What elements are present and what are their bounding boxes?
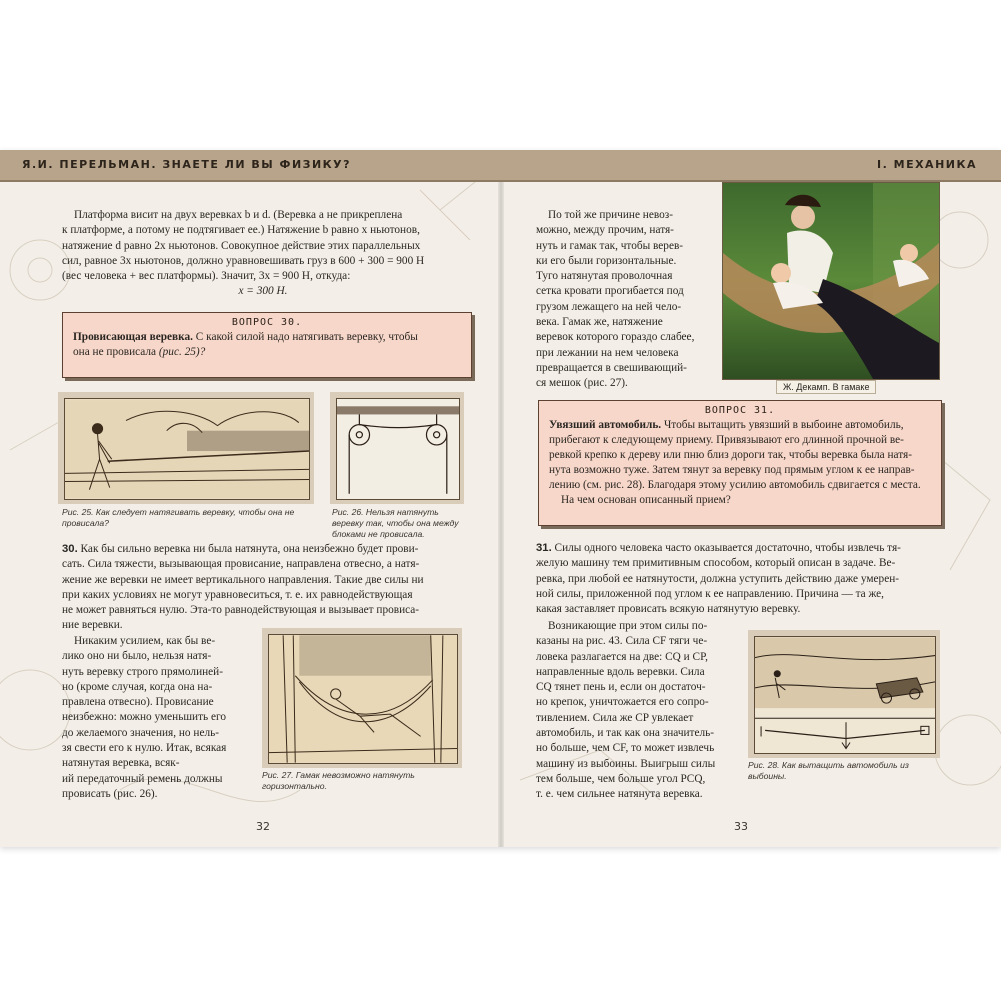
- text-line: правлена отвесно). Провисание: [62, 696, 214, 709]
- text-line: направленные вдоль веревки. Сила: [536, 665, 705, 678]
- question-31-header: ВОПРОС 31.: [704, 405, 776, 416]
- text-line: сетка кровати прогибается под: [536, 285, 684, 298]
- painting-in-hammock: [722, 182, 940, 380]
- text-line: до желаемого значения, но нель-: [62, 726, 220, 739]
- text-line: тем больше, чем больше угол PCQ,: [536, 772, 706, 785]
- book-spread: [0, 150, 1001, 847]
- header-right-section: I. МЕХАНИКА: [877, 158, 977, 171]
- text-line: века. Гамак же, натяжение: [536, 316, 663, 329]
- intro-line: к платформе, а потому не подтягивает ее.) Натяжение b равно x ньютонов,: [62, 224, 420, 237]
- answer-30-paragraph: [62, 542, 472, 634]
- formula: x = 300 Н.: [238, 285, 288, 298]
- text-line: машину из выбоины. Выигрыш силы: [536, 757, 716, 770]
- figure-25-caption: Рис. 25. Как следует натягивать веревку, чтобы она не провисала?: [62, 507, 295, 528]
- question-line: ревкой крепко к дереву или пню близ дороги так, чтобы веревка была натя-: [549, 449, 912, 461]
- question-line: лению (см. рис. 28). Благодаря этому усилию автомобиль сдвигается с места.: [549, 479, 921, 491]
- page-number-right: 33: [734, 820, 748, 833]
- text-line: но крепок, уничтожается его сопро-: [536, 696, 709, 709]
- hammock-illustration: [269, 635, 457, 763]
- question-31-text: [549, 418, 931, 508]
- page-number-left: 32: [256, 820, 270, 833]
- figure-27: [262, 628, 462, 768]
- question-30-text1: С какой силой надо натягивать веревку, чтобы: [192, 331, 418, 343]
- question-line: На чем основан описанный прием?: [561, 494, 731, 506]
- text-line: неизбежно: можно уменьшить его: [62, 711, 227, 724]
- figure-26-caption: Рис. 26. Нельзя натянуть веревку так, чтобы она между блоками не провисала.: [332, 507, 459, 539]
- text-line: при лежании на нем человека: [536, 346, 679, 359]
- paragraph-hammock-left: [62, 634, 252, 802]
- figure-28: [748, 630, 940, 758]
- question-line: прибегают к следующему приему. Привязывают его длинной прочной ве-: [549, 434, 904, 446]
- running-header: [0, 150, 1001, 182]
- text-line: Туго натянутая проволочная: [536, 270, 673, 283]
- answer-31-number: 31.: [536, 542, 552, 554]
- question-30-text: [73, 330, 461, 360]
- text-line: превращается в свешивающий-: [536, 361, 687, 374]
- figure-26: [330, 392, 464, 504]
- car-in-pothole-illustration: [755, 637, 935, 753]
- figure-28-caption: Рис. 28. Как вытащить автомобиль из выбоины.: [748, 760, 909, 781]
- intro-line: (вес человека + вес платформы). Значит, 3x = 900 Н, откуда:: [62, 270, 351, 283]
- hammock-paragraph: [536, 208, 708, 392]
- intro-line: сил, равное 3x ньютонов, должно уравновешивать груз в 600 + 300 = 900 Н: [62, 254, 425, 267]
- question-line: Чтобы вытащить увязший в выбоине автомобиль,: [661, 419, 904, 431]
- question-31-box: [538, 400, 942, 526]
- text-line: натянутая веревка, всяк-: [62, 757, 180, 770]
- header-left-title: Я.И. ПЕРЕЛЬМАН. ЗНАЕТЕ ЛИ ВЫ ФИЗИКУ?: [22, 158, 352, 171]
- answer-line: при каких условиях не могут уравновеситься, т. е. их равнодействующая: [62, 588, 413, 601]
- painting-caption-text: Ж. Декамп. В гамаке: [783, 382, 870, 392]
- figure-27-caption: Рис. 27. Гамак невозможно натянуть горизонтально.: [262, 770, 415, 791]
- text-line: ки его были горизонтальные.: [536, 254, 677, 267]
- painting-caption: [776, 380, 876, 394]
- text-line: нуть веревку строго прямолиней-: [62, 665, 223, 678]
- intro-paragraph: [62, 208, 464, 300]
- text-line: можно, между прочим, натя-: [536, 224, 674, 237]
- intro-line: натяжение d равно 2x ньютонов. Совокупное действие этих параллельных: [62, 239, 421, 252]
- answer-30-number: 30.: [62, 543, 78, 555]
- pulleys-illustration: [337, 399, 459, 499]
- text-line: По той же причине невоз-: [548, 209, 673, 221]
- answer-line: какая заставляет провисать всякую натянутую веревку.: [536, 603, 801, 616]
- answer-line: ние веревки.: [62, 619, 123, 632]
- text-line: зя свести его к нулю. Итак, всякая: [62, 742, 227, 755]
- text-line: ий передаточный ремень должны: [62, 772, 223, 785]
- text-line: но (кроме случая, когда она на-: [62, 680, 213, 693]
- book-gutter: [498, 150, 504, 847]
- text-line: веревок которого гораздо слабее,: [536, 331, 695, 344]
- text-line: CQ тянет пень и, если он достаточ-: [536, 681, 706, 694]
- question-line: нута возможно туже. Затем тянут за веревку под прямым углом к ее направ-: [549, 464, 915, 476]
- answer-line: не может равняться нулю. Эта-то равнодействующая и вызывает провиса-: [62, 604, 420, 617]
- text-line: грузом лежащего на ней чело-: [536, 300, 682, 313]
- question-30-title: Провисающая веревка.: [73, 331, 193, 343]
- text-line: т. е. чем сильнее натянута веревка.: [536, 788, 703, 801]
- answer-line: ревка, при любой ее натянутости, должна уступить действию даже умерен-: [536, 572, 900, 585]
- text-line: ловека разлагается на две: CQ и CP,: [536, 650, 708, 663]
- question-30-text2: она не провисала: [73, 346, 159, 358]
- figure-25: [58, 392, 314, 504]
- text-line: провисать (рис. 26).: [62, 787, 158, 800]
- question-31-title: Увязший автомобиль.: [549, 419, 662, 431]
- intro-line: Платформа висит на двух веревках b и d. (Веревка a не прикреплена: [74, 209, 403, 221]
- answer-line: жение же веревки не имеет вертикального направления. Такие две силы ни: [62, 573, 424, 586]
- rope-pulling-illustration: [65, 399, 309, 499]
- question-30-header: ВОПРОС 30.: [231, 317, 303, 328]
- answer-line: Как бы сильно веревка ни была натянута, она неизбежно будет прови-: [80, 543, 419, 555]
- text-line: автомобиль, и так как она значитель-: [536, 727, 715, 740]
- answer-line: сать. Сила тяжести, вызывающая провисание, направлена отвесно, а натя-: [62, 558, 420, 571]
- answer-31-paragraph: [536, 541, 940, 617]
- text-line: Возникающие при этом силы по-: [548, 620, 708, 632]
- hammock-painting-image: [723, 183, 939, 379]
- question-30-ref: (рис. 25)?: [158, 346, 206, 358]
- text-line: нуть и гамак так, чтобы верев-: [536, 239, 684, 252]
- answer-line: ной силы, приложенной под углом к ее направлению. Причина — та же,: [536, 587, 885, 600]
- text-line: ся мешок (рис. 27).: [536, 377, 628, 390]
- answer-line: желую машину тем примитивным способом, который описан в задаче. Ве-: [536, 557, 896, 570]
- answer-line: Силы одного человека часто оказывается достаточно, чтобы извлечь тя-: [554, 542, 901, 554]
- question-30-box: [62, 312, 472, 378]
- text-line: но больше, чем CF, то может извлечь: [536, 742, 715, 755]
- text-line: тивлением. Сила же CP увлекает: [536, 711, 694, 724]
- forces-paragraph: [536, 619, 734, 803]
- text-line: лико оно ни было, нельзя натя-: [62, 650, 212, 663]
- text-line: казаны на рис. 43. Сила CF тяги че-: [536, 635, 708, 648]
- text-line: Никаким усилием, как бы ве-: [74, 635, 216, 647]
